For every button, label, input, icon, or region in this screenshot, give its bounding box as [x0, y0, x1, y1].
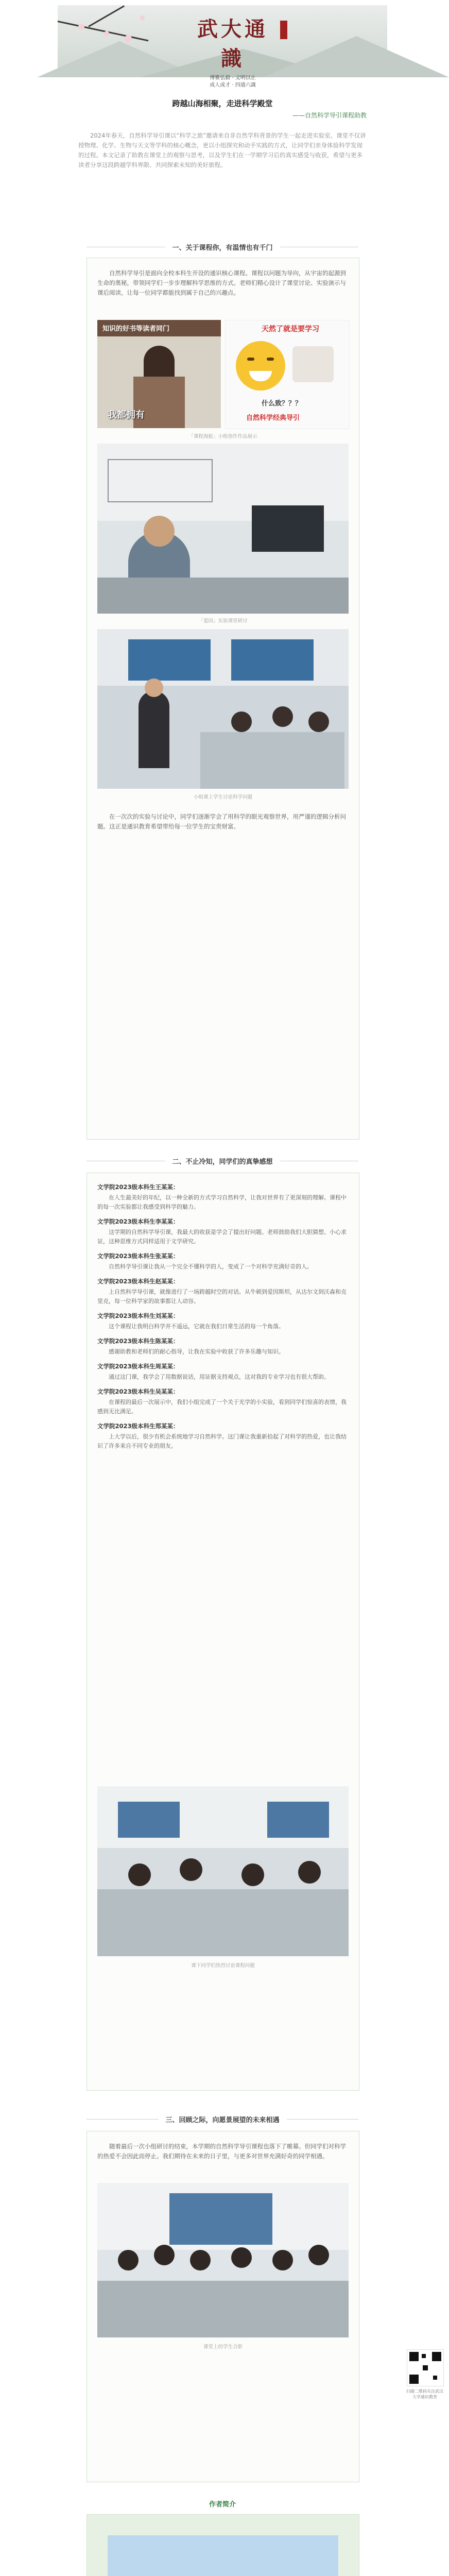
- student-comment: 文学院2023级本科生陈某某： 感谢助教和老师们的耐心指导，让我在实验中收获了许多乐趣与知识。: [97, 1337, 284, 1355]
- section-1-para-1: 自然科学导引是面向全校本科生开设的通识核心课程。课程以问题为导向，从宇宙的起源到生命的奥秘，带领同学们一步步理解科学思维的方式。老师们精心设计了课堂讨论、实验演示与课后阅读，让每一位同学都能找到属于自己的兴趣点。: [97, 269, 346, 296]
- section-3-para: 随着最后一次小组研讨的结束，本学期的自然科学导引课程也落下了帷幕。但同学们对科学的热爱不会因此而停止。我们期待在未来的日子里，与更多对世界充满好奇的同学相遇。: [97, 2143, 346, 2160]
- emoji-face-icon: [236, 341, 285, 391]
- section-2-box: [87, 1173, 359, 2091]
- meme-right-question: 什么致？？？: [262, 400, 302, 408]
- section-3-title: 三、回顾之际，向愿景展望的未来相遇: [87, 2112, 358, 2126]
- author-photo: [108, 2535, 338, 2576]
- author-box: [87, 2514, 359, 2576]
- meme-left-bottom: 我都拥有: [108, 410, 145, 420]
- student-comment: 文学院2023级本科生刘某某： 这个课程让我明白科学并不遥远，它就在我们日常生活的每一个角落。: [97, 1312, 284, 1330]
- article-byline: ——自然科学导引课程助教: [292, 112, 367, 119]
- discussion-photo: [97, 1786, 349, 1956]
- section-1-para-2: 在一次次的实验与讨论中，同学们逐渐学会了用科学的眼光观察世界，用严谨的逻辑分析问题。这正是通识教育希望带给每一位学生的宝贵财富。: [97, 813, 346, 830]
- section-1-title: 一、关于课程你，有温情也有千门: [87, 240, 358, 253]
- student-comment: 文学院2023级本科生王某某： 在人生最美好的年纪，以一种全新的方式学习自然科学，让我对世界有了更深刻的理解。课程中的每一次实验都让我感受到科学的魅力。: [97, 1183, 347, 1210]
- side-qr-code[interactable]: [407, 2349, 444, 2386]
- seal-stamp: [280, 21, 287, 39]
- student-comments-list: [97, 1182, 349, 1456]
- meme-image-right: [225, 320, 350, 429]
- meme-right-bottom: 自然科学经典导引: [246, 414, 300, 422]
- header-banner: [58, 5, 387, 88]
- section-3-box: [87, 2131, 359, 2482]
- caption-2: 「爱因」实验课堂研讨: [198, 618, 248, 624]
- group-photo: [97, 2183, 349, 2337]
- student-comment: 文学院2023级本科生郑某某： 上大学以后，很少有机会系统地学习自然科学。这门课让我重新拾起了对科学的热爱，也让我结识了许多来自不同专业的朋友。: [97, 1422, 347, 1449]
- classroom-photo: [97, 629, 349, 789]
- section-2-title: 二、不止冷知，同学们的真挚感想: [87, 1154, 358, 1167]
- student-comment: 文学院2023级本科生周某某： 通过这门课，我学会了用数据说话，用证据支持观点，这对我的专业学习也有很大帮助。: [97, 1363, 330, 1380]
- article: [58, 0, 387, 2576]
- student-comment: 文学院2023级本科生吴某某： 在课程的最后一次展示中，我们小组完成了一个关于光学的小实验，看到同学们惊喜的表情，我感到无比满足。: [97, 1388, 347, 1415]
- lab-photo: [97, 444, 349, 614]
- student-comment: 文学院2023级本科生张某某： 自然科学导引课让我从一个完全不懂科学的人，变成了一个对科学充满好奇的人。: [97, 1252, 313, 1270]
- caption-5: 课堂上的学生合影: [203, 2344, 243, 2350]
- meme-left-caption: 知识的好书等读者同门: [102, 325, 170, 333]
- banner-subtitle-2: 成人成才 · 四通六識: [210, 82, 256, 88]
- banner-subtitle-1: 博雅弘毅 · 文明以止: [210, 75, 256, 81]
- meme-right-caption: 天然了就是要学习: [262, 325, 319, 333]
- banner-title: 武大通識: [197, 17, 268, 71]
- section-1-box: [87, 258, 359, 1140]
- author-title: 作者简介: [209, 2501, 236, 2509]
- meme-image-left: [97, 320, 221, 428]
- caption-1: 「课程海报」小组创作作品展示: [188, 434, 257, 439]
- article-intro: 2024年春天，自然科学导引课以“科学之旅”邀请来自非自然学科背景的学生一起走进实验室。课堂不仅讲授物理、化学、生物与天文等学科的核心概念，更以小组探究和动手实践的方式，让同学们亲身体验科学发现的过程。本文记录了助教在课堂上的观察与思考，以及学生们在一学期学习后的真实感受与收获，希望与更多读者分享这段跨越学科界限、共同探索未知的美好旅程。: [78, 131, 366, 168]
- student-comment: 文学院2023级本科生李某某： 这学期的自然科学导引课，我最大的收获是学会了提出好问题。老师鼓励我们大胆猜想、小心求证，这种思维方式同样适用于文学研究。: [97, 1218, 347, 1245]
- student-comment: 文学院2023级本科生赵某某： 上自然科学导引课，就像进行了一场跨越时空的对话。从牛顿到爱因斯坦，从达尔文到沃森和克里克，每一位科学家的故事都让人动容。: [97, 1278, 347, 1304]
- side-qr-caption: 扫描二维码关注武汉大学通识教育: [406, 2389, 443, 2399]
- article-headline: 跨越山海相聚，走进科学殿堂: [172, 99, 273, 108]
- caption-3: 小组课上学生讨论科学问题: [193, 794, 252, 800]
- caption-4: 课下同学们热烈讨论课程问题: [191, 1963, 255, 1969]
- banner-title-block: [186, 13, 279, 89]
